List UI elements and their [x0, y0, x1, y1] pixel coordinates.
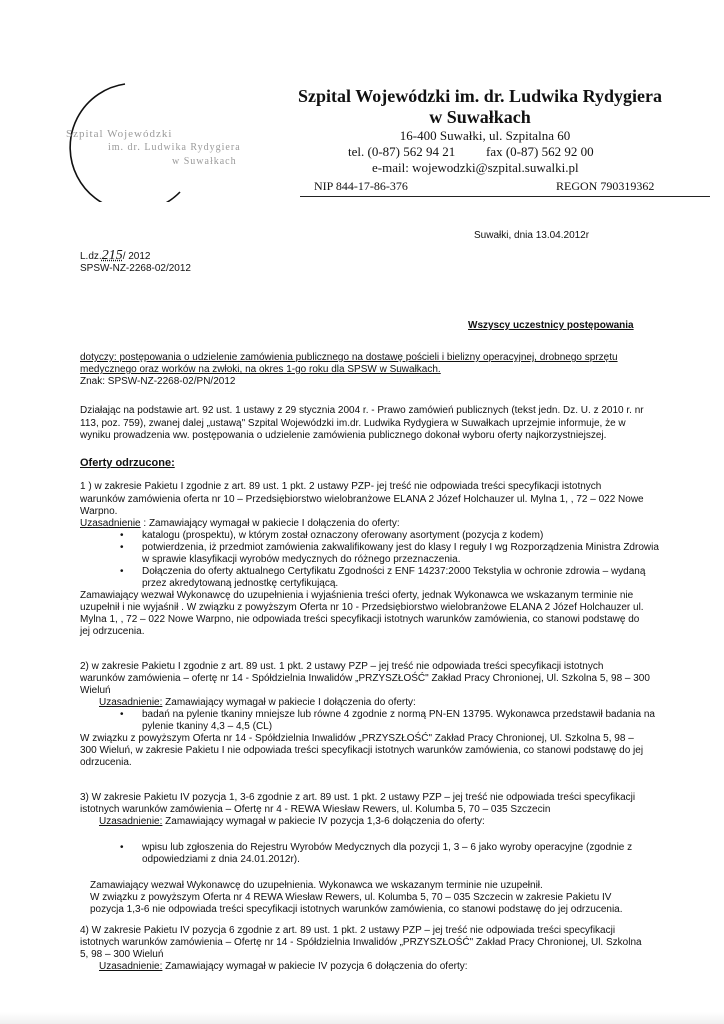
document-date: Suwałki, dnia 13.04.2012r — [474, 230, 590, 241]
logo-text-line2: im. dr. Ludwika Rydygiera — [108, 142, 241, 153]
page-bottom-edge — [0, 1012, 724, 1024]
item4-line2: istotnych warunków zamówienia – Ofertę nr 14 - Spółdzielnia Inwalidów „PRZYSZŁOŚĆ" Zakład Pracy Chronionej, Ul. Szkolna — [80, 937, 642, 948]
hospital-phone: tel. (0-87) 562 94 21 — [348, 144, 456, 159]
item1-bullet2-marker: • — [120, 542, 124, 553]
item2-tail2: 300 Wieluń, w zakresie Pakietu I nie odpowiada treści specyfikacji istotnych warunków zamówienia, co stanowi podstawę do jej — [80, 745, 644, 756]
item4-line1: 4) W zakresie Pakietu IV pozycja 6 zgodnie z art. 89 ust. 1 pkt. 2 ustawy PZP – jej treść nie odpowiada treści specyfikacji — [80, 925, 616, 936]
logo-text-line1: Szpital Wojewódzki — [66, 128, 173, 140]
item3-tail2: W związku z powyższym Oferta nr 4 REWA Wiesław Rewers, ul. Kolumba 5, 70 – 035 Szczecin w zakresie Pakietu IV — [90, 892, 612, 903]
item2-bullet1-line1: badań na pylenie tkaniny mniejsze lub równe 4 zgodnie z normą PN-EN 13795. Wykonawca przedstawił badania na — [142, 709, 655, 720]
ldz-year: / 2012 — [122, 251, 151, 262]
item1-bullet2-line2: w sprawie klasyfikacji wyrobów medycznych do różnego przeznaczenia. — [142, 554, 461, 565]
item3-bullet1-marker: • — [120, 842, 124, 853]
item2-justification-label: Uzasadnienie: — [99, 697, 163, 708]
hospital-regon: REGON 790319362 — [556, 179, 655, 193]
item1-bullet3-line2: przez akredytowaną jednostkę certyfikującą. — [142, 578, 339, 589]
hospital-fax: fax (0-87) 562 92 00 — [486, 144, 594, 159]
item3-bullet1-line1: wpisu lub zgłoszenia do Rejestru Wyrobów Medycznych dla pozycji 1, 3 – 6 jako wyroby operacyjne (zgodnie z — [142, 842, 633, 853]
item4-line3: 5, 98 – 300 Wieluń — [80, 949, 164, 960]
item2-tail1: W związku z powyższym Oferta nr 14 - Spółdzielnia Inwalidów „PRZYSZŁOŚĆ" Zakład Pracy Chronionej, Ul. Szkolna 5, 98 – — [80, 733, 634, 744]
item2-bullet1-line2: pylenie tkaniny 4,3 – 4,5 (CL) — [142, 721, 273, 732]
item1-line1: 1 ) w zakresie Pakietu I zgodnie z art. 89 ust. 1 pkt. 2 ustawy PZP- jej treść nie odpowiada treści specyfikacji istotnych — [80, 481, 602, 492]
hospital-address: 16-400 Suwałki, ul. Szpitalna 60 — [399, 128, 571, 143]
intro-line1: Działając na podstawie art. 92 ust. 1 ustawy z 29 stycznia 2004 r. - Prawo zamówień publicznych (tekst jedn. Dz. U. z 2010 r. nr — [80, 405, 644, 416]
section-title: Oferty odrzucone: — [80, 457, 175, 469]
item1-bullet1: katalogu (prospektu), w którym został oznaczony oferowany asortyment (pozycja z kodem) — [142, 530, 544, 541]
ldz-prefix: L.dz. — [80, 251, 102, 262]
item3-bullet1-line2: odpowiedziami z dnia 24.01.2012r). — [142, 854, 300, 865]
reference-ldz — [80, 250, 151, 263]
item1-tail1: Zamawiający wezwał Wykonawcę do uzupełnienia i wyjaśnienia treści oferty, jednak Wykonawca we wskazanym terminie nie — [80, 590, 634, 601]
item3-tail1: Zamawiający wezwał Wykonawcę do uzupełnienia. Wykonawca we wskazanym terminie nie uzupełnił. — [90, 880, 543, 891]
item2-line2: warunków zamówienia – ofertę nr 14 - Spółdzielnia Inwalidów „PRZYSZŁOŚĆ" Zakład Pracy Chronionej, Ul. Szkolna 5, 98 – 300 — [80, 673, 650, 684]
item4-justification-label: Uzasadnienie: — [99, 961, 163, 972]
item1-justification-label: Uzasadnienie — [80, 518, 141, 529]
item4-justification-text: Zamawiający wymagał w pakiecie IV pozycja 6 dołączenia do oferty: — [162, 961, 468, 972]
item1-tail3: Mylna 1, , 72 – 022 Nowe Warpno, nie odpowiada treści specyfikacji istotnych warunków zamówienia, co stanowi podstawę do — [80, 614, 640, 625]
item1-bullet1-marker: • — [120, 530, 124, 541]
item2-line1: 2) w zakresie Pakietu I zgodnie z art. 89 ust. 1 pkt. 2 ustawy PZP – jej treść nie odpowiada treści specyfikacji istotnych — [80, 661, 604, 672]
logo-text-line3: w Suwałkach — [172, 156, 237, 167]
item2-bullet1-marker: • — [120, 709, 124, 720]
item2-tail3: odrzucenia. — [80, 757, 132, 768]
item3-line2: istotnych warunków zamówienia – Ofertę nr 4 - REWA Wiesław Rewers, ul. Kolumba 5, 70 – 035 Szczecin — [80, 804, 551, 815]
item1-bullet3-line1: Dołączenia do oferty aktualnego Certyfikatu Zgodności z ENF 14237:2000 Tekstylia w ochronie zdrowia – wydaną — [142, 566, 646, 577]
hospital-name-line1: Szpital Wojewódzki im. dr. Ludwika Rydygiera — [298, 86, 662, 106]
item2-line3: Wieluń — [80, 685, 111, 696]
intro-line3: wyniku prowadzenia ww. postępowania o udzielenie zamówienia publicznego dokonał wyboru oferty najkorzystniejszej. — [80, 430, 607, 441]
item1-line3: Warpno. — [80, 506, 118, 517]
hospital-nip: NIP 844-17-86-376 — [314, 179, 408, 193]
intro-line2: 113, poz. 759), zwanej dalej „ustawą" Szpital Wojewódzki im.dr. Ludwika Rydygiera w Suwałkach uprzejmie informuje, że w — [80, 418, 626, 429]
item1-tail2: uzupełnił i nie wyjaśnił . W związku z powyższym Oferta nr 10 - Przedsiębiorstwo wielobranżowe ELANA 2 Józef Holchauzer ul. — [80, 602, 644, 613]
item1-bullet3-marker: • — [120, 566, 124, 577]
hospital-name-line2: w Suwałkach — [429, 107, 531, 127]
item3-justification-label: Uzasadnienie: — [99, 816, 163, 827]
ldz-number: 215 — [101, 248, 123, 263]
item3-justification-text: Zamawiający wymagał w pakiecie IV pozycja 1,3-6 dołączenia do oferty: — [162, 816, 485, 827]
item1-line2: warunków zamówienia oferta nr 10 – Przedsiębiorstwo wielobranżowe ELANA 2 Józef Holchauzer ul. Mylna 1, , 72 – 022 Nowe — [80, 494, 644, 505]
header-divider — [300, 196, 710, 197]
item3-line1: 3) W zakresie Pakietu IV pozycja 1, 3-6 zgodnie z art. 89 ust. 1 pkt. 2 ustawy PZP – jej treść nie odpowiada treści specyfikacji — [80, 792, 636, 803]
subject-reference: Znak: SPSW-NZ-2268-02/PN/2012 — [80, 376, 236, 387]
hospital-name — [260, 86, 700, 128]
hospital-email: e-mail: wojewodzki@szpital.suwalki.pl — [372, 160, 579, 175]
subject-line2: medycznego oraz worków na zwłoki, na okres 1-go roku dla SPSW w Suwałkach. — [80, 364, 441, 375]
item1-bullet2-line1: potwierdzenia, iż przedmiot zamówienia zakwalifikowany jest do klasy I reguły I wg Rozporządzenia Ministra Zdrowia — [142, 542, 659, 553]
addressee: Wszyscy uczestnicy postępowania — [468, 320, 634, 331]
item3-tail3: pozycja 1,3-6 nie odpowiada treści specyfikacji istotnych warunków zamówienia, co stanowi podstawę do jej odrzucenia. — [90, 904, 623, 915]
subject-line1: dotyczy: postępowania o udzielenie zamówienia publicznego na dostawę pościeli i bielizny operacyjnej, drobnego sprzętu — [80, 352, 618, 363]
item1-justification-text: : Zamawiający wymagał w pakiecie I dołączenia do oferty: — [140, 518, 400, 529]
item4-justification — [99, 961, 468, 973]
item2-justification-text: Zamawiający wymagał w pakiecie I dołączenia do oferty: — [162, 697, 416, 708]
item3-justification — [99, 816, 485, 828]
item2-justification — [99, 697, 416, 709]
item1-tail4: jej odrzucenia. — [80, 626, 145, 637]
item1-justification — [80, 518, 400, 530]
reference-spsw: SPSW-NZ-2268-02/2012 — [80, 263, 191, 274]
